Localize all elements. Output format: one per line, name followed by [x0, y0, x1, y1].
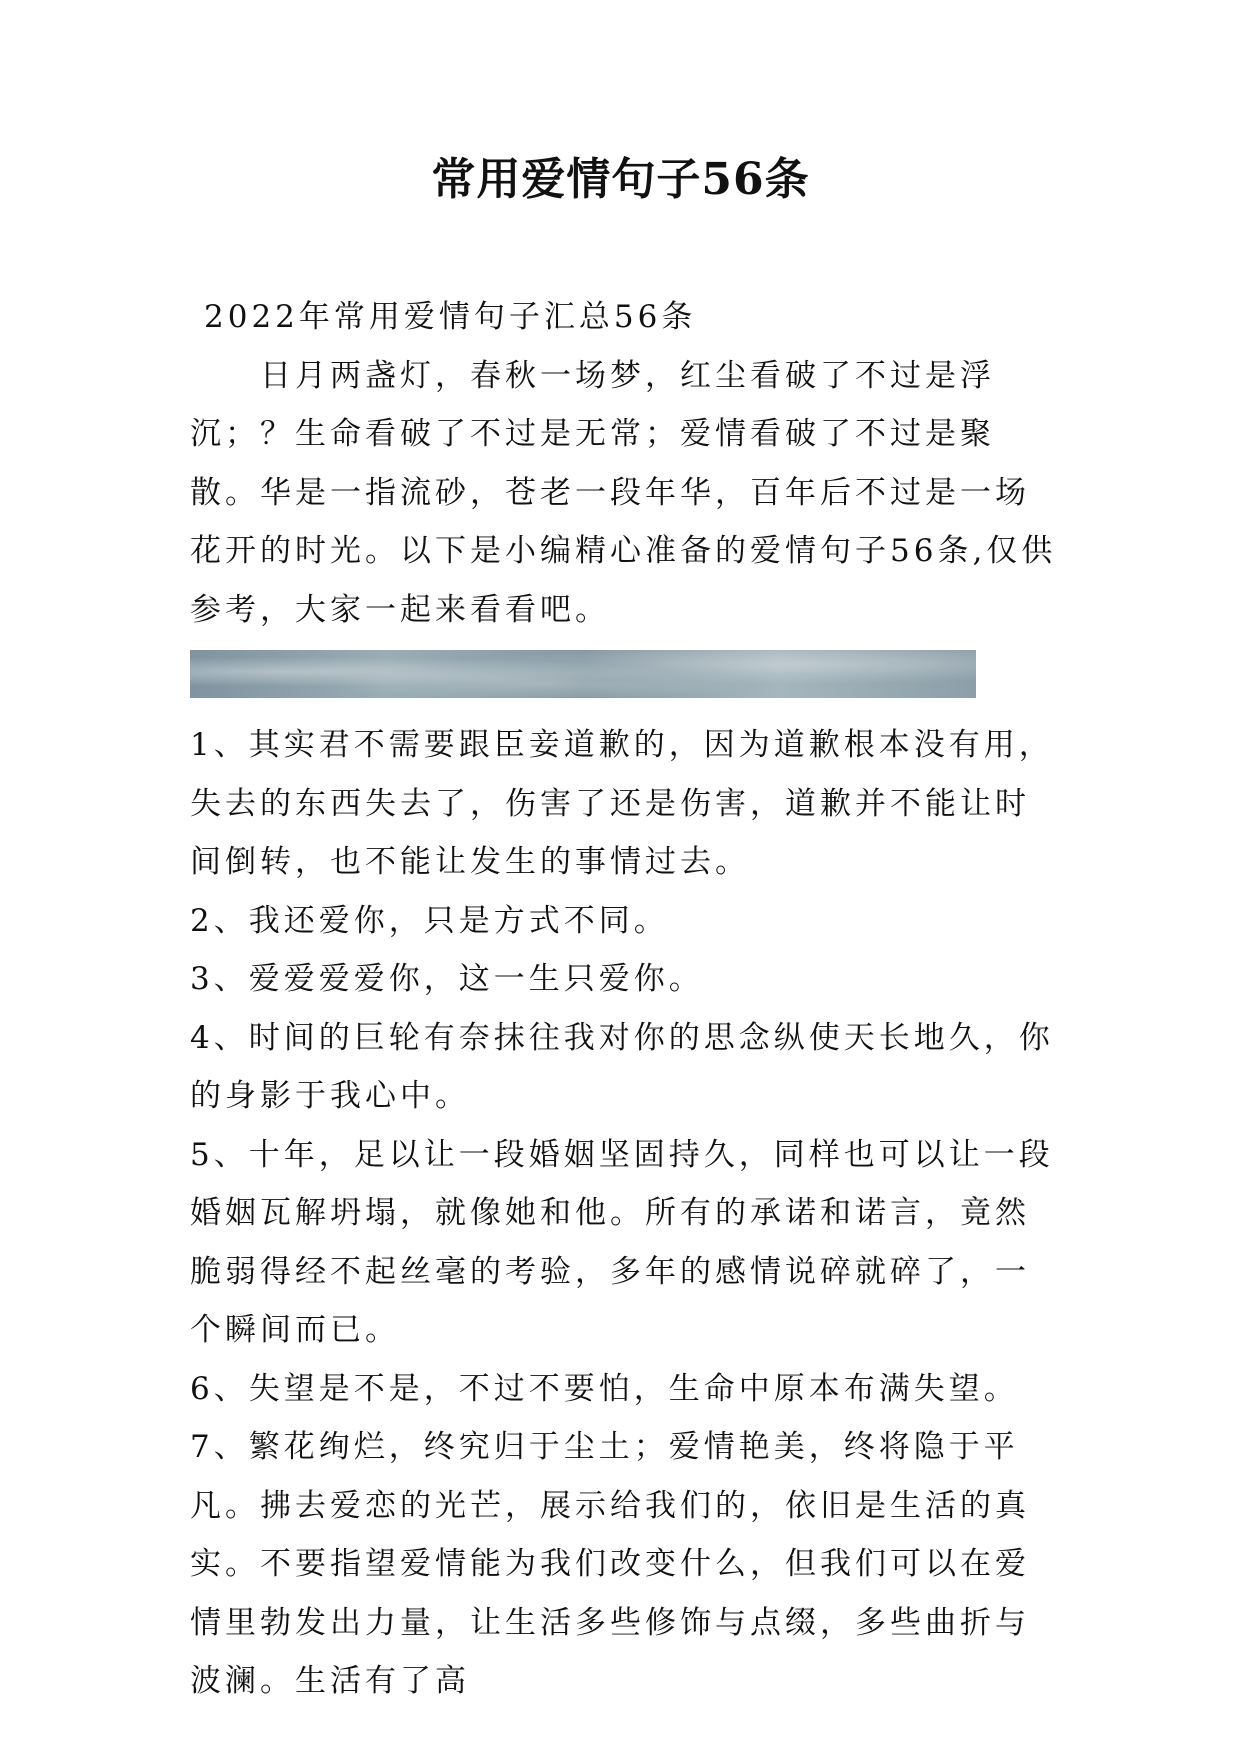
list-item: 7、繁花绚烂，终究归于尘土；爱情艳美，终将隐于平凡。拂去爱恋的光芒，展示给我们的，依旧是生活的真实。不要指望爱情能为我们改变什么，但我们可以在爱情里勃发出力量，让生活多些修饰与点缀，多些曲折与波澜。生活有了高	[190, 1429, 1030, 1699]
list-item: 6、失望是不是，不过不要怕，生命中原本布满失望。	[190, 1370, 1019, 1407]
list-item: 3、爱爱爱爱你，这一生只爱你。	[190, 961, 704, 997]
document-body	[190, 288, 1060, 1711]
page-title: 常用爱情句子56条	[431, 154, 810, 205]
list-item: 5、十年，足以让一段婚姻坚固持久，同样也可以让一段婚姻瓦解坍塌，就像她和他。所有的承诺和诺言，竟然脆弱得经不起丝毫的考验，多年的感情说碎就碎了，一个瞬间而已。	[190, 1136, 1054, 1348]
list-item: 2、我还爱你，只是方式不同。	[190, 902, 669, 939]
list-item: 1、其实君不需要跟臣妾道歉的，因为道歉根本没有用，失去的东西失去了，伤害了还是伤害，道歉并不能让时间倒转，也不能让发生的事情过去。	[190, 727, 1054, 880]
decorative-banner-image	[190, 650, 976, 698]
subtitle: 2022年常用爱情句子汇总56条	[204, 299, 697, 335]
list-item: 4、时间的巨轮有奈抹往我对你的思念纵使天长地久，你的身影于我心中。	[190, 1019, 1054, 1114]
intro-paragraph: 日月两盏灯，春秋一场梦，红尘看破了不过是浮沉；？生命看破了不过是无常；爱情看破了不过是聚散。华是一指流砂，苍老一段年华，百年后不过是一场花开的时光。以下是小编精心准备的爱情句子56条,仅供参考，大家一起来看看吧。	[190, 357, 1057, 628]
